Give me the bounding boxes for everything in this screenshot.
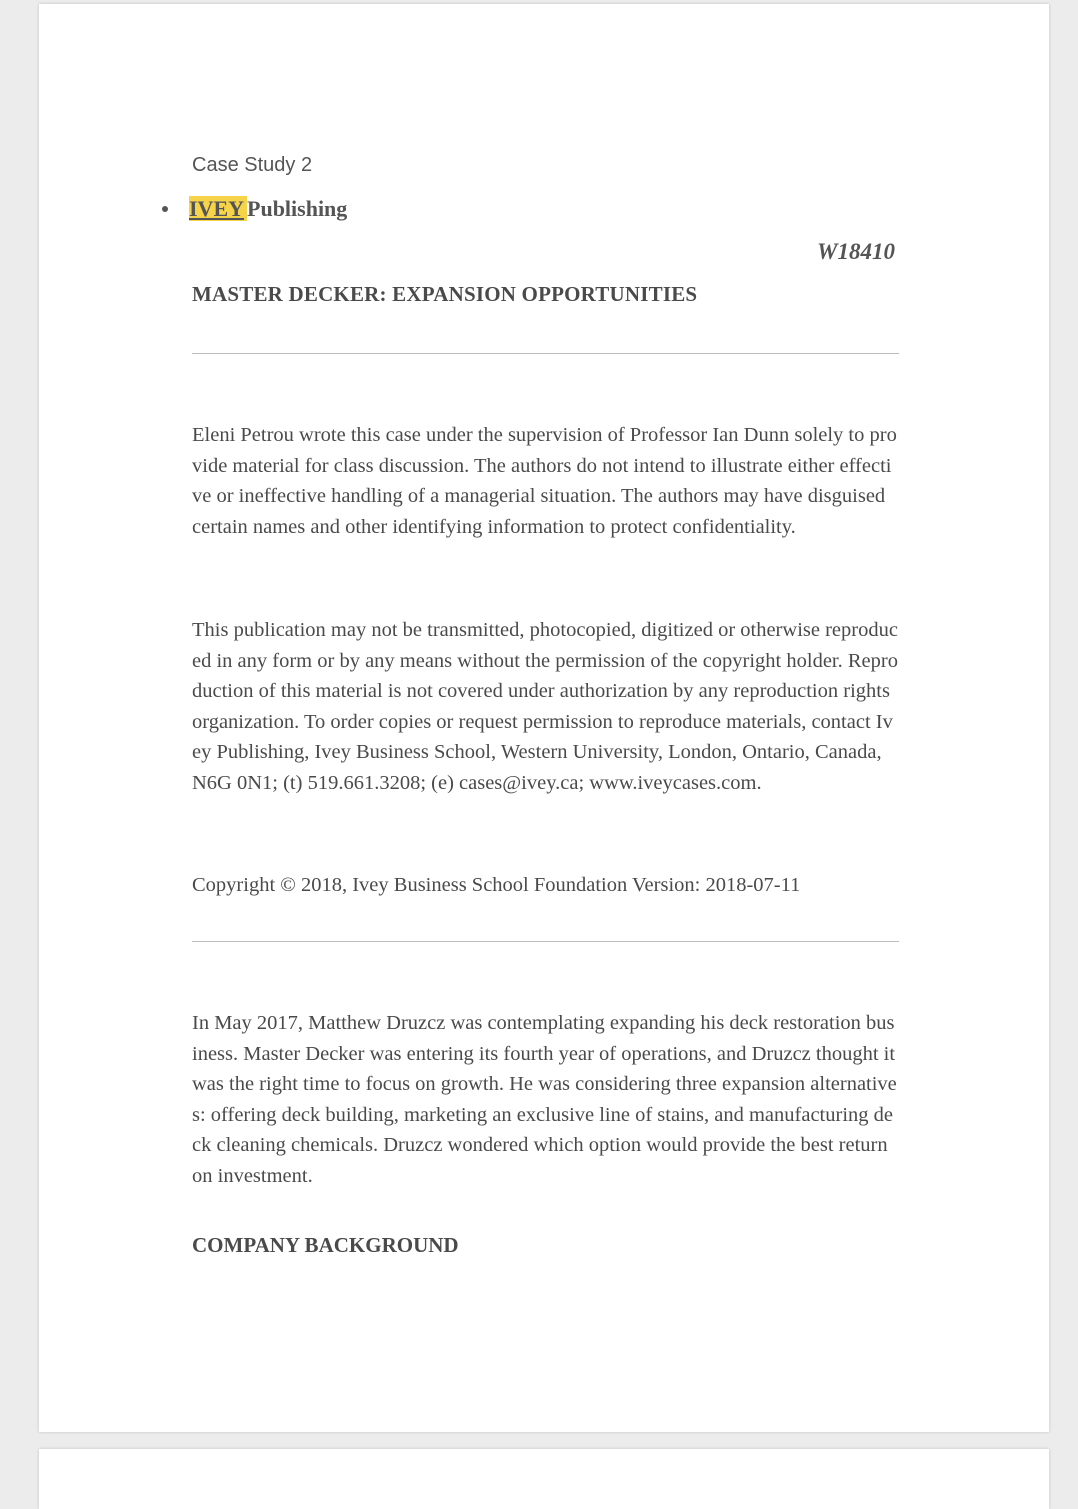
- bullet-icon: [162, 206, 168, 212]
- case-title: MASTER DECKER: EXPANSION OPPORTUNITIES: [192, 282, 698, 306]
- section-heading: COMPANY BACKGROUND: [192, 1233, 459, 1257]
- case-study-label: Case Study 2: [192, 154, 313, 176]
- highlighted-text[interactable]: IVEY: [189, 196, 247, 221]
- document-page: [39, 4, 1049, 1432]
- divider: [192, 941, 899, 942]
- case-code: W18410: [817, 239, 895, 264]
- divider: [192, 353, 899, 354]
- next-page: [39, 1449, 1049, 1509]
- intro-paragraph: In May 2017, Matthew Druzcz was contemplating expanding his deck restoration business. Master Decker was entering its fourth year of operations, and Druzcz thought it was the right time to focus on growth. He was considering three expansion alternatives: offering deck building, marketing an exclusive line of stains, and manufacturing deck cleaning chemicals. Druzcz wondered which option would provide the best return on investment.: [192, 1012, 897, 1187]
- copyright-notice-paragraph: This publication may not be transmitted, photocopied, digitized or otherwise reproduced in any form or by any means without the permission of the copyright holder. Reproduction of this material is not covered under authorization by any reproduction rights organization. To order copies or request permission to reproduce materials, contact Ivey Publishing, Ivey Business School, Western University, London, Ontario, Canada, N6G 0N1; (t) 519.661.3208; (e) cases@ivey.ca; www.iveycases.com.: [192, 619, 898, 794]
- publisher-bullet: [162, 196, 347, 222]
- publisher-name: [189, 196, 347, 222]
- copyright-line: Copyright © 2018, Ivey Business School Foundation Version: 2018-07-11: [192, 874, 801, 896]
- authorship-paragraph: Eleni Petrou wrote this case under the supervision of Professor Ian Dunn solely to provide material for class discussion. The authors do not intend to illustrate either effective or ineffective handling of a managerial situation. The authors may have disguised certain names and other identifying information to protect confidentiality.: [192, 424, 897, 538]
- publisher-rest: Publishing: [247, 196, 348, 221]
